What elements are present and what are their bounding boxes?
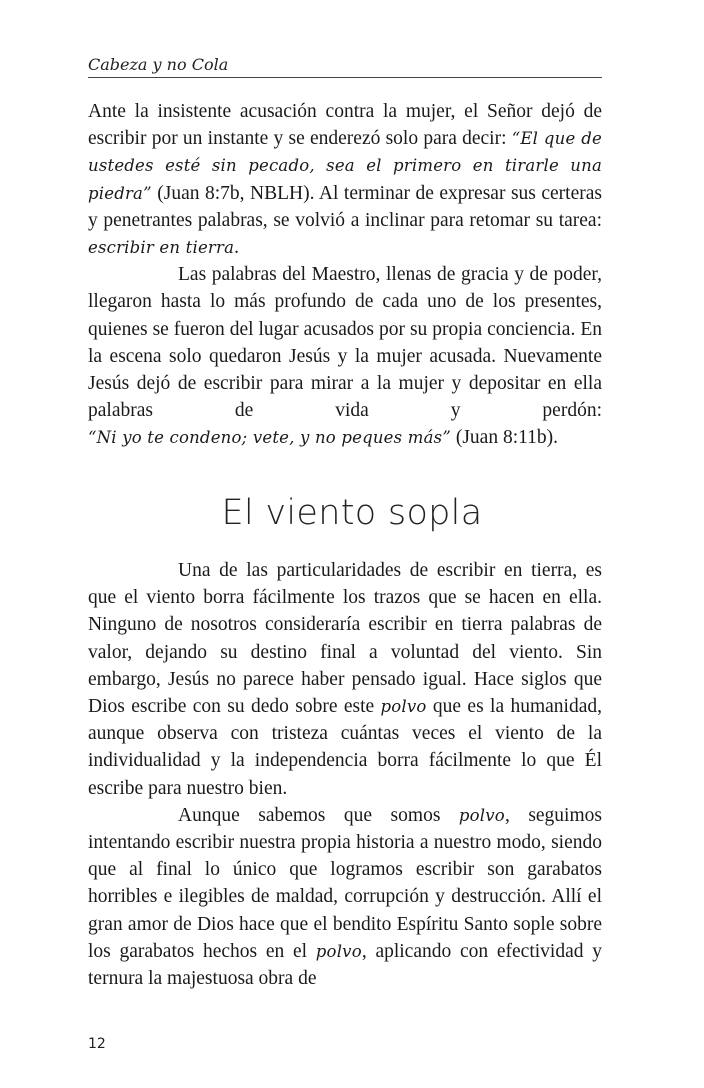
paragraph [88,802,602,992]
text-run: Ante la insistente acusación contra la mujer, el Señor dejó de escribir por un instante y se enderezó solo para decir: [88,101,602,150]
paragraph [88,557,602,802]
italic-word: polvo [315,941,362,961]
italic-phrase: escribir en tierra [88,238,235,258]
text-run: que es la humanidad, aunque observa con tristeza cuántas veces el viento de la individualidad y la independencia borra fácilmente lo que Él escribe para nuestro bien. [88,696,602,799]
italic-word: polvo [380,697,427,717]
text-run: . [234,237,240,259]
scripture-quote: “El que de ustedes esté sin pecado, sea el primero en tirarle una piedra” [88,129,602,203]
page-number: 12 [88,1036,106,1052]
text-run: Las palabras del Maestro, llenas de gracia y de poder, llegaron hasta lo más profundo de cada uno de los presentes, quienes se fueron del lugar acusados por su propia conciencia. En la escena solo quedaron Jesús y la mujer acusada. Nuevamente Jesús dejó de escribir para mirar a la mujer y depositar en ella palabras de vida y perdón: [88,264,602,422]
text-run: , aplicando con efectividad y ternura la majestuosa obra de [88,940,602,990]
paragraph [88,261,602,451]
text-run: (Juan 8:7b, NBLH). Al terminar de expresar sus certeras y penetrantes palabras, se volvió a inclinar para retomar su tarea: [88,182,602,231]
text-run: , seguimos intentando escribir nuestra propia historia a nuestro modo, siendo que al final lo único que logramos escribir son garabatos horribles e ilegibles de maldad, corrupción y destrucción. Allí el gran amor de Dios hace que el bendito Espíritu Santo sople sobre los garabatos hechos en el [88,804,602,962]
italic-word: polvo [458,805,505,825]
text-block-bottom [88,557,602,992]
running-head: Cabeza y no Cola [88,55,229,74]
text-run: (Juan 8:11b). [450,427,559,449]
section-title: El viento sopla [221,493,483,533]
header-rule [88,77,602,78]
scripture-quote: “Ni yo te condeno; vete, y no peques más” [88,428,451,448]
text-run: Aunque sabemos que somos [178,804,459,826]
text-block-top [88,98,602,452]
paragraph [88,98,602,261]
text-run: Una de las particularidades de escribir en tierra, es que el viento borra fácilmente los trazos que se hacen en ella. Ninguno de nosotros consideraría escribir en tierra palabras de valor, dejando su destino final a voluntad del viento. Sin embargo, Jesús no parece haber pensado igual. Hace siglos que Dios escribe con su dedo sobre este [88,560,602,718]
